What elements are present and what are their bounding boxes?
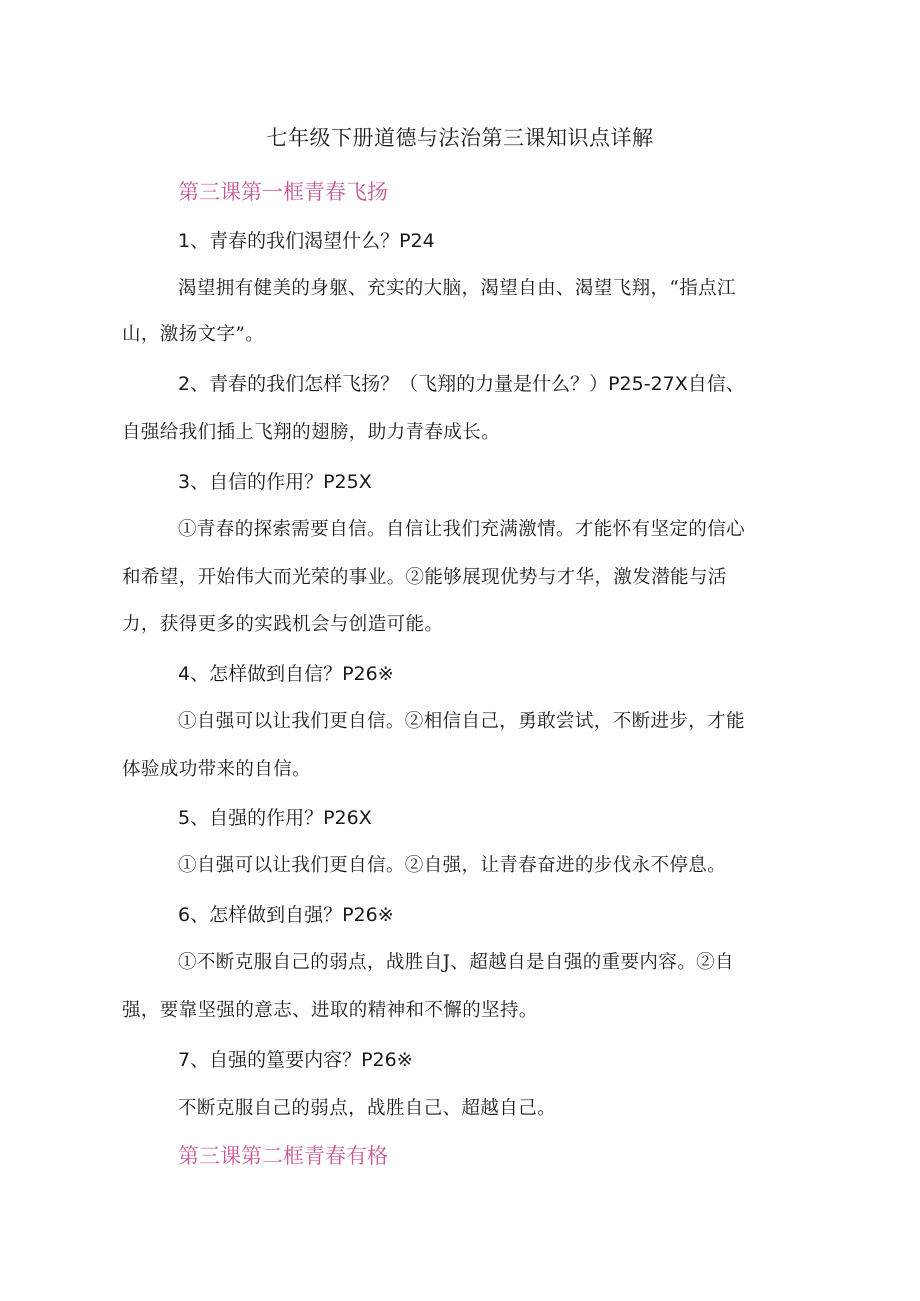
section-heading-2: 第三课第二框青春有格 [178,1144,388,1168]
answer-3-line-1: ①青春的探索需要自信。自信让我们充满激情。才能怀有坚定的信心 [178,519,746,540]
answer-6-line-2: 强，要靠坚强的意志、进取的精神和不懈的坚持。 [122,1000,538,1021]
answer-5-line-1: ①自强可以让我们更自信。②自强，让青春奋进的步伐永不停息。 [178,855,727,876]
answer-1-line-2: 山，激扬文字”。 [122,324,265,345]
answer-6-line-1: ①不断克服自己的弱点，战胜自J、超越自是自强的重要内容。②自 [178,952,734,973]
question-4: 4、怎样做到自信？P26※ [178,663,394,685]
answer-3-line-3: 力，获得更多的实践机会与创造可能。 [122,614,444,635]
question-6: 6、怎样做到自强？P26※ [178,904,394,926]
answer-4-line-2: 体验成功带来的自信。 [122,759,312,780]
answer-3-line-2: 和希望，开始伟大而光荣的事业。②能够展现优势与才华，激发潜能与活 [122,567,727,588]
question-3: 3、自信的作用？P25X [178,471,372,493]
question-5: 5、自强的作用？P26X [178,807,372,829]
question-1: 1、青春的我们渴望什么？P24 [178,230,435,252]
question-2: 2、青春的我们怎样飞扬？（飞翔的力量是什么？）P25-27X自信、 [178,373,745,395]
question-7: 7、自强的篁要内容？P26※ [178,1049,413,1071]
section-heading-1: 第三课第一框青春飞扬 [178,180,388,204]
document-title: 七年级下册道德与法治第三课知识点详解 [266,126,654,150]
answer-2-line-1: 自强给我们插上飞翔的翅膀，助力青春成长。 [122,422,501,443]
answer-7-line-1: 不断克服自己的弱点，战胜自己、超越自己。 [178,1098,557,1119]
answer-4-line-1: ①自强可以让我们更自信。②相信自己，勇敢尝试，不断进步，才能 [178,711,746,732]
answer-1-line-1: 渴望拥有健美的身躯、充实的大脑，渴望自由、渴望飞翔，“指点江 [178,278,736,299]
